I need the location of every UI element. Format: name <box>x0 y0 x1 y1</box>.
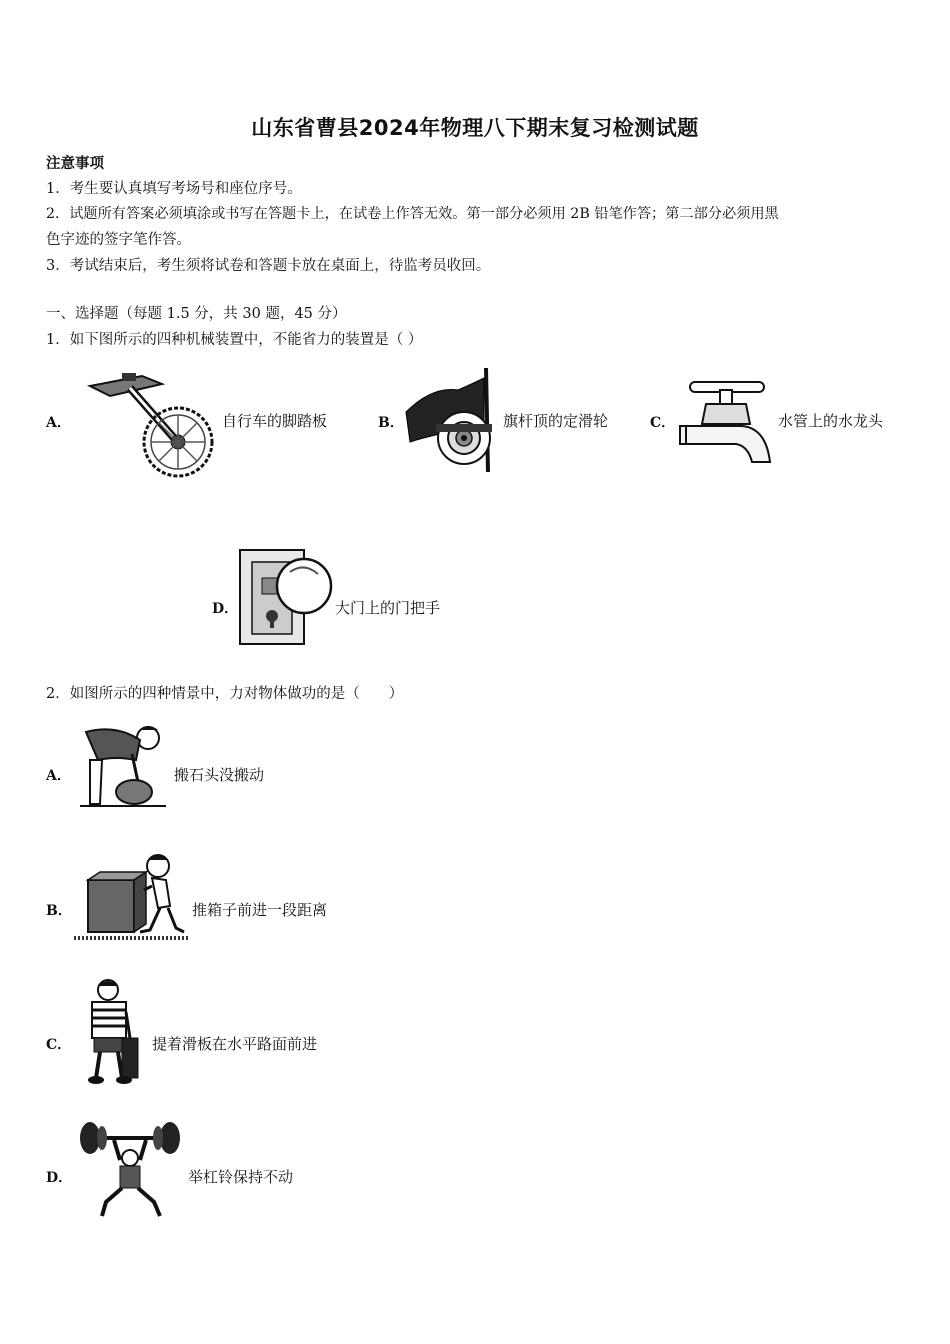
notice-item-2: 2．试题所有答案必须填涂或书写在答题卡上，在试卷上作答无效。第一部分必须用 2B 铅笔作答；第二部分必须用黑 <box>46 206 779 222</box>
section-heading: 一、选择题（每题 1.5 分，共 30 题，45 分） <box>46 306 347 322</box>
q1-option-b-caption: 旗杆顶的定滑轮 <box>503 412 609 430</box>
notice-heading: 注意事项 <box>46 155 104 172</box>
pulley-flag-icon <box>402 364 502 474</box>
q1-option-d-caption: 大门上的门把手 <box>335 599 441 617</box>
question-1-stem: 1．如下图所示的四种机械装置中，不能省力的装置是（ ） <box>46 332 423 348</box>
holding-barbell-icon <box>74 1120 186 1220</box>
q2-option-a-letter: A． <box>46 768 71 784</box>
q1-option-d-letter: D． <box>212 601 239 617</box>
lifting-stone-icon <box>76 720 172 808</box>
q2-option-b-letter: B． <box>46 903 72 919</box>
page-title: 山东省曹县2024年物理八下期末复习检测试题 <box>251 116 699 140</box>
faucet-icon <box>676 376 776 472</box>
q1-option-c-letter: C． <box>650 415 676 431</box>
q2-option-d-letter: D． <box>46 1170 73 1186</box>
notice-item-1: 1．考生要认真填写考场号和座位序号。 <box>46 181 302 197</box>
q1-option-c-caption: 水管上的水龙头 <box>778 412 884 430</box>
q1-option-a-caption: 自行车的脚踏板 <box>222 412 328 430</box>
notice-item-3: 3．考试结束后，考生须将试卷和答题卡放在桌面上，待监考员收回。 <box>46 258 491 274</box>
q2-option-d-caption: 举杠铃保持不动 <box>188 1168 294 1186</box>
q2-option-c-letter: C． <box>46 1037 72 1053</box>
q1-option-a-letter: A． <box>46 415 71 431</box>
question-2-stem: 2．如图所示的四种情景中，力对物体做功的是（ ） <box>46 686 404 702</box>
door-knob-icon <box>238 548 334 646</box>
notice-item-2-cont: 色字迹的签字笔作答。 <box>46 232 191 248</box>
carrying-skateboard-icon <box>78 978 150 1088</box>
q2-option-b-caption: 推箱子前进一段距离 <box>192 901 328 919</box>
bicycle-pedal-icon <box>82 368 222 474</box>
pushing-box-icon <box>72 850 190 944</box>
q2-option-c-caption: 提着滑板在水平路面前进 <box>152 1035 318 1053</box>
q2-option-a-caption: 搬石头没搬动 <box>174 766 265 784</box>
q1-option-b-letter: B． <box>378 415 404 431</box>
